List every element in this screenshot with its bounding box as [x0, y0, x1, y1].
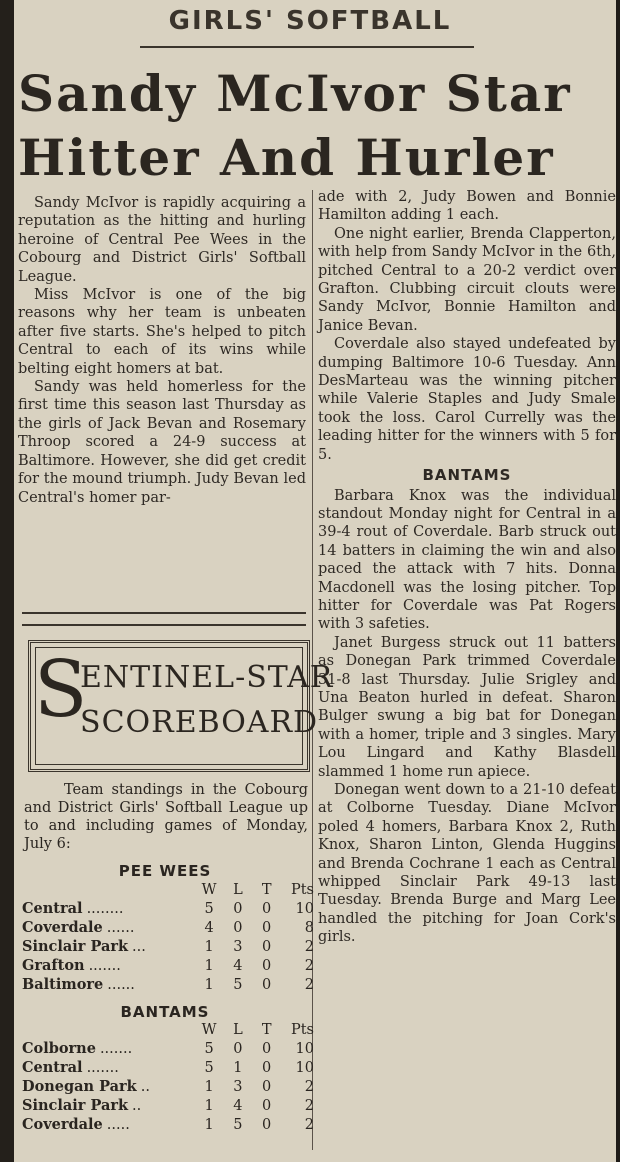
stat-pts: 10 — [295, 1059, 314, 1076]
team-name: Central — [22, 900, 83, 917]
stat-t: 0 — [262, 1040, 272, 1057]
dot-leader: .. — [140, 1079, 150, 1095]
team-cell — [22, 1039, 195, 1058]
headline-line-1: Sandy McIvor Star — [18, 64, 572, 123]
stat-l: 4 — [233, 1097, 243, 1114]
column-header: W — [201, 881, 217, 898]
dot-leader: .. — [132, 1098, 142, 1114]
scoreboard-title-line-2 — [80, 705, 318, 740]
paragraph: Janet Burgess struck out 11 batters as Donegan Park trimmed Coverdale 31-8 last Thursday. Julie Srigley and Una Beaton hurled in defeat. Sharon Bulger swung a big bat for Donegan with a homer, triple and 3 singles. Mary Lou Lingard and Kathy Blasdell slammed 1 home run apiece. — [318, 634, 616, 780]
dot-leader: ...... — [107, 977, 135, 993]
stat-t: 0 — [262, 900, 272, 917]
section-kicker: GIRLS' SOFTBALL — [168, 6, 452, 36]
table-header-row — [22, 1020, 314, 1039]
table-row — [22, 1096, 314, 1115]
stat-l: 0 — [233, 919, 243, 936]
stat-l: 3 — [233, 1078, 243, 1095]
stat-pts: 2 — [304, 1097, 314, 1114]
team-cell — [22, 1096, 195, 1115]
stat-w: 1 — [204, 976, 214, 993]
stat-l: 4 — [233, 957, 243, 974]
stat-w: 4 — [204, 919, 214, 936]
dot-leader: ....... — [99, 1041, 133, 1057]
team-name: Coverdale — [22, 1116, 103, 1133]
stat-w: 5 — [204, 1059, 214, 1076]
table-row — [22, 975, 314, 994]
dot-leader: ..... — [106, 1117, 130, 1133]
stat-t: 0 — [262, 1097, 272, 1114]
stat-w: 1 — [204, 1116, 214, 1133]
division-title-bantams: BANTAMS — [120, 1003, 210, 1021]
stat-l: 5 — [233, 1116, 243, 1133]
right-article-column — [318, 188, 616, 947]
stat-pts: 2 — [304, 938, 314, 955]
table-row — [22, 1077, 314, 1096]
kicker-rule — [140, 46, 474, 48]
team-name: Sinclair Park — [22, 1097, 129, 1114]
scoreboard-title-line-1: ENTINEL-STAR — [80, 660, 334, 695]
standings-intro — [24, 781, 308, 853]
subhead-bantams: BANTAMS — [422, 466, 512, 485]
team-cell — [22, 956, 195, 975]
team-name: Coverdale — [22, 919, 103, 936]
column-header: L — [233, 1021, 243, 1038]
dot-leader: ....... — [86, 1060, 119, 1076]
headline-line-2: Hitter And Hurler — [18, 128, 555, 187]
table-row — [22, 937, 314, 956]
stat-l: 1 — [233, 1059, 243, 1076]
column-header: Pts — [290, 881, 314, 898]
stat-t: 0 — [262, 919, 272, 936]
team-cell — [22, 1058, 195, 1077]
header-spacer — [22, 1020, 195, 1039]
section-rule — [22, 612, 306, 614]
team-cell — [22, 1077, 195, 1096]
division-title-pee-wees: PEE WEES — [118, 862, 212, 880]
team-name: Colborne — [22, 1040, 96, 1057]
stat-w: 1 — [204, 938, 214, 955]
stat-pts: 2 — [304, 976, 314, 993]
stat-t: 0 — [262, 1059, 272, 1076]
stat-t: 0 — [262, 957, 272, 974]
dot-leader: ... — [132, 939, 146, 955]
stat-pts: 2 — [304, 957, 314, 974]
section-rule — [22, 624, 306, 626]
stat-l: 0 — [233, 1040, 243, 1057]
stat-t: 0 — [262, 1116, 272, 1133]
paragraph: One night earlier, Brenda Clapperton, with help from Sandy McIvor in the 6th, pitched Central to a 20-2 verdict over Grafton. Clubbing circuit clouts were Sandy McIvor, Bonnie Hamilton and Janice Bevan. — [318, 225, 616, 334]
table-row — [22, 899, 314, 918]
column-header: Pts — [290, 1021, 314, 1038]
team-name: Donegan Park — [22, 1078, 137, 1095]
stat-l: 3 — [233, 938, 243, 955]
team-name: Central — [22, 1059, 83, 1076]
table-header-row — [22, 880, 314, 899]
column-header: W — [201, 1021, 217, 1038]
dot-leader: ...... — [106, 920, 135, 936]
stat-t: 0 — [262, 1078, 272, 1095]
scoreboard-initial: S — [34, 645, 88, 735]
standings-intro-text: Team standings in the Cobourg and District Girls' Softball League up to and including games of Monday, July 6: — [24, 782, 308, 852]
paragraph: Sandy was held homerless for the first time this season last Thursday as the girls of Jack Bevan and Rosemary Throop scored a 24-9 success at Baltimore. However, she did get credit for the mound triumph. Judy Bevan led Central's homer par- — [18, 379, 306, 506]
team-name: Baltimore — [22, 976, 104, 993]
header-spacer — [22, 880, 195, 899]
paragraph: Sandy McIvor is rapidly acquiring a reputation as the hitting and hurling heroine of Central Pee Wees in the Cobourg and District Girls' Softball League. — [18, 195, 306, 285]
stat-w: 1 — [204, 1078, 214, 1095]
paragraph: Miss McIvor is one of the big reasons why her team is unbeaten after five starts. She's helped to pitch Central to each of its wins while belting eight homers at bat. — [18, 287, 306, 377]
stat-pts: 2 — [304, 1078, 314, 1095]
stat-pts: 10 — [295, 900, 314, 917]
stat-l: 0 — [233, 900, 243, 917]
paragraph: ade with 2, Judy Bowen and Bonnie Hamilton adding 1 each. — [318, 189, 616, 224]
team-cell — [22, 918, 195, 937]
standings-table-pee-wees — [22, 880, 314, 994]
paragraph: Barbara Knox was the individual standout Monday night for Central in a 39-4 rout of Coverdale. Barb struck out 14 batters in claiming the win and also paced the attack with 7 hits. Donna Macdonell was the losing pitcher. Top hitter for Coverdale was Pat Rogers with 3 safeties. — [318, 487, 616, 633]
stat-pts: 2 — [304, 1116, 314, 1133]
stat-t: 0 — [262, 938, 272, 955]
table-row — [22, 1115, 314, 1134]
left-article-column — [18, 194, 306, 507]
dot-leader: ........ — [86, 901, 124, 917]
stat-w: 1 — [204, 1097, 214, 1114]
team-cell — [22, 899, 195, 918]
table-row — [22, 1058, 314, 1077]
paragraph: Coverdale also stayed undefeated by dumping Baltimore 10-6 Tuesday. Ann DesMarteau was the winning pitcher while Valerie Staples and Judy Smale took the loss. Carol Currelly was the leading hitter for the winners with 5 for 5. — [318, 336, 616, 463]
scoreboard-initial-2: S — [80, 705, 102, 740]
standings-table-bantams — [22, 1020, 314, 1134]
team-cell — [22, 1115, 195, 1134]
team-name: Grafton — [22, 957, 85, 974]
stat-pts: 10 — [295, 1040, 314, 1057]
team-cell — [22, 975, 195, 994]
column-header: T — [261, 881, 272, 898]
paragraph: Donegan went down to a 21-10 defeat at Colborne Tuesday. Diane McIvor poled 4 homers, Barbara Knox 2, Ruth Knox, Sharon Linton, Glenda Huggins and Brenda Cochrane 1 each as Central whipped Sinclair Park 49-13 last Tuesday. Brenda Burge and Marg Lee handled the pitching for Joan Cork's girls. — [318, 782, 616, 946]
dot-leader: ....... — [88, 958, 121, 974]
team-name: Sinclair Park — [22, 938, 129, 955]
team-cell — [22, 937, 195, 956]
scoreboard-title-rest-2: COREBOARD — [101, 705, 319, 740]
table-row — [22, 1039, 314, 1058]
stat-w: 5 — [204, 1040, 214, 1057]
stat-w: 5 — [204, 900, 214, 917]
stat-pts: 8 — [304, 919, 314, 936]
stat-t: 0 — [262, 976, 272, 993]
table-row — [22, 956, 314, 975]
column-header: T — [261, 1021, 272, 1038]
stat-w: 1 — [204, 957, 214, 974]
stat-l: 5 — [233, 976, 243, 993]
table-row — [22, 918, 314, 937]
column-header: L — [233, 881, 243, 898]
